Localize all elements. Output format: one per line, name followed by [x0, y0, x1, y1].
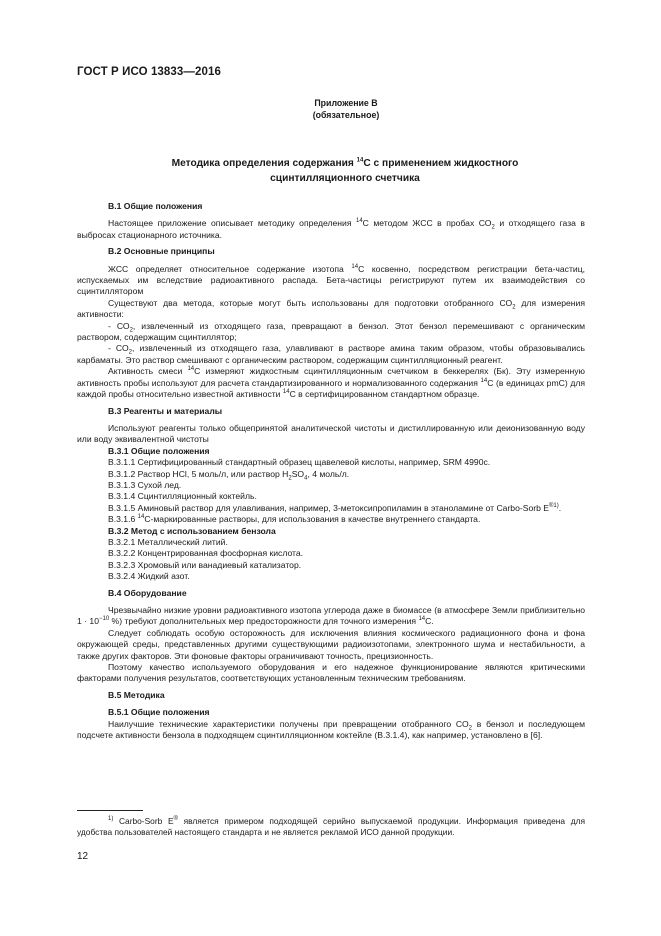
- paragraph: Активность смеси $^{14}$С измеряют жидкостным сцинтилляционным счетчиком в беккерелях (Бк). Эту измеренную активность пробы используют для расчета стандартизированного и нормализованного содержания $^{14}$С (в единицах pmC) для каждой пробы относительно известной активности $^{14}$С в сертифицированном стандартном образце.: [77, 366, 586, 400]
- list-item: В.3.1.2 Раствор HCl, 5 моль/л, или раствор $H_2SO_4$, 4 моль/л.: [108, 468, 350, 482]
- list-item: В.3.1.6 $^{14}$С-маркированные растворы, для использования в качестве внутреннего стандарта.: [108, 514, 481, 525]
- document-body: [77, 196, 585, 741]
- list-item: В.3.2.2 Концентрированная фосфорная кислота.: [108, 548, 304, 559]
- appendix-label: [300, 97, 392, 121]
- list-item: В.3.2.4 Жидкий азот.: [108, 571, 190, 582]
- paragraph: Чрезвычайно низкие уровни радиоактивного изотопа углерода даже в биомассе (в атмосфере Земли приблизительно $1 \cdot 10^{-10}$ %) требуют дополнительных мер предосторожности для точного измерения $^{14}$С.: [77, 605, 585, 627]
- list-item: В.3.2.1 Металлический литий.: [108, 536, 228, 547]
- appendix-title: [110, 156, 580, 186]
- document-code: ГОСТ Р ИСО 13833—2016: [77, 66, 222, 78]
- paragraph: Поэтому качество используемого оборудования и его надежное функционирование являются критическими факторами получения результатов, соответствующих установленным техническим требованиям.: [77, 662, 585, 684]
- paragraph: Наилучшие технические характеристики получены при превращении отобранного $СО_2$ в бензол и последующем подсчете активности бензола в подходящем сцинтилляционном коктейле (В.3.1.4), как например, установлено в [6].: [77, 718, 585, 741]
- paragraph: Существуют два метода, которые могут быть использованы для подготовки отобранного $СО_2$ для измерения активности:: [77, 297, 585, 320]
- list-item: В.3.2.3 Хромовый или ванадиевый катализатор.: [108, 559, 302, 570]
- dash-list-item: - $СО_2$, извлеченный из отходящего газа, улавливают в растворе амина таким образом, чтобы образовывались карбаматы. Это раствор смешивают с органическим раствором, содержащим сцинтилляционный реагент.: [77, 343, 585, 365]
- section-heading-b3: В.3 Реагенты и материалы: [108, 405, 223, 416]
- list-item: В.3.1.3 Сухой лед.: [108, 479, 182, 490]
- appendix-status: (обязательное): [312, 110, 380, 120]
- page-number: 12: [77, 851, 89, 862]
- section-heading-b4: В.4 Оборудование: [108, 587, 187, 598]
- paragraph: Настоящее приложение описывает методику определения $^{14}$С методом ЖСС в пробах $СО_2$ и отходящего газа в выбросах стационарного источника.: [77, 218, 586, 240]
- section-heading-b5: В.5 Методика: [108, 689, 165, 700]
- paragraph: Используют реагенты только общепринятой аналитической чистоты и дистиллированную или деионизованную воду или воду эквивалентной чистоты: [77, 422, 585, 445]
- section-heading-b1: В.1 Общие положения: [108, 201, 203, 211]
- title-line-1: Методика определения содержания $^{14}$С с применением жидкостного: [171, 157, 519, 169]
- paragraph: Следует соблюдать особую осторожность для исключения влияния космического радиационного фона и фона окружающей среды, представленных другими существующими радиоизотопами, электронного шума и нестабильности, а также других факторов. Эти фоновые факторы ограничивают точность, прецизионность.: [77, 627, 585, 661]
- subsection-heading-b32: В.3.2 Метод с использованием бензола: [108, 525, 276, 536]
- footnote-separator: [77, 810, 143, 811]
- title-line-2: сцинтилляционного счетчика: [270, 173, 420, 184]
- appendix-name: Приложение В: [314, 98, 378, 108]
- section-heading-b2: В.2 Основные принципы: [108, 246, 215, 257]
- list-item: В.3.1.5 Аминовый раствор для улавливания, например, 3-метоксипропиламин в этаноламине от Carbo-Sorb $E^{®1)}$.: [108, 502, 562, 513]
- dash-list-item: - $СО_2$, извлеченный из отходящего газа, превращают в бензол. Этот бензол перемешивают с органическим раствором, содержащим сцинтиллятор;: [77, 320, 585, 343]
- footnote: $^{1)}$ Carbo-Sorb E® является примером подходящей серийно выпускаемой продукции. Информация приведена для удобства пользователей настоящего стандарта и не является рекламой ИСО данной продукции.: [77, 816, 586, 838]
- list-item: В.3.1.4 Сцинтилляционный коктейль.: [108, 491, 257, 502]
- subsection-heading-b31: В.3.1 Общие положения: [108, 445, 210, 456]
- footnote-mark: 1): [108, 816, 114, 823]
- list-item: В.3.1.1 Сертифицированный стандартный образец щавелевой кислоты, например, SRM 4990c.: [108, 457, 491, 468]
- subsection-heading-b51: В.5.1 Общие положения: [108, 707, 210, 718]
- paragraph: ЖСС определяет относительное содержание изотопа $^{14}$С косвенно, посредством регистрации бета-частиц, испускаемых им вследствие радиоактивного распада. Бета-частицы регистрируют путем их взаимодействия со сцинтиллятором: [77, 263, 586, 297]
